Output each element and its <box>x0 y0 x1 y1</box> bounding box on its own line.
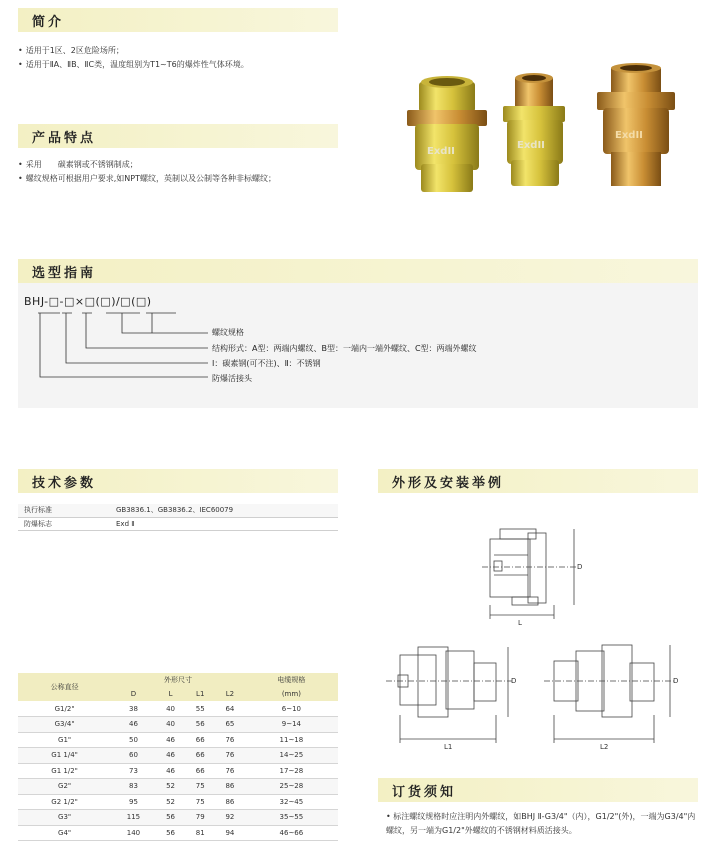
table-row <box>18 717 338 733</box>
table-cell: 46 <box>156 748 186 764</box>
features-header <box>18 124 338 148</box>
table-cell: 17~28 <box>245 763 338 779</box>
tech-key: 执行标准 <box>18 504 110 517</box>
tech-table <box>18 504 338 531</box>
col-l: L <box>156 687 186 701</box>
dim-l1: L1 <box>444 743 453 751</box>
outline-header <box>378 469 698 493</box>
table-cell: 46 <box>156 763 186 779</box>
table-row <box>18 779 338 795</box>
table-cell: 66 <box>185 732 215 748</box>
intro-list <box>18 44 249 72</box>
table-cell: 75 <box>185 779 215 795</box>
table-cell: G1 1/2" <box>18 763 111 779</box>
table-cell: 64 <box>215 701 245 717</box>
features-list <box>18 158 276 186</box>
dim-d-a: D <box>577 563 583 571</box>
table-row <box>18 794 338 810</box>
tech-value: GB3836.1、GB3836.2、IEC60079 <box>110 504 338 517</box>
col-nominal: 公称直径 <box>18 673 111 701</box>
table-cell: 60 <box>111 748 156 764</box>
table-cell: 6~10 <box>245 701 338 717</box>
tech-key: 防爆标志 <box>18 517 110 530</box>
table-cell: 75 <box>185 794 215 810</box>
table-row <box>18 504 338 517</box>
dimension-table <box>18 673 338 841</box>
intro-header <box>18 8 338 32</box>
table-cell: 83 <box>111 779 156 795</box>
table-cell: 9~14 <box>245 717 338 733</box>
fitting-2 <box>503 73 565 186</box>
tech-header <box>18 469 338 493</box>
guide-label-thread: 螺纹规格 <box>212 328 244 337</box>
order-text: 标注螺纹规格时应注明内外螺纹，如BHJ Ⅱ-G3/4"（内），G1/2"(外)，一端为G3/4"内螺纹，另一端为G1/2"外螺纹的不锈钢材料质活接头。 <box>386 812 696 835</box>
guide-header <box>18 259 698 283</box>
table-cell: 46 <box>111 717 156 733</box>
table-cell: 52 <box>156 794 186 810</box>
intro-title: 简介 <box>32 15 65 30</box>
table-cell: 140 <box>111 825 156 841</box>
outline-drawings <box>378 515 708 755</box>
table-cell: 76 <box>215 732 245 748</box>
dimension-rows <box>18 701 338 841</box>
tech-value: Exd Ⅱ <box>110 517 338 530</box>
table-row <box>18 748 338 764</box>
bullet-icon: • <box>386 812 391 821</box>
table-cell: G3/4" <box>18 717 111 733</box>
table-cell: 79 <box>185 810 215 826</box>
dim-l2: L2 <box>600 743 609 751</box>
table-cell: G1 1/4" <box>18 748 111 764</box>
table-cell: 35~55 <box>245 810 338 826</box>
table-cell: 55 <box>185 701 215 717</box>
table-row <box>18 701 338 717</box>
fitting-3 <box>597 63 675 186</box>
table-cell: 56 <box>156 810 186 826</box>
fitting-1 <box>407 76 487 192</box>
table-cell: 46~66 <box>245 825 338 841</box>
guide-label-material: Ⅰ：碳素钢(可不注)、Ⅱ：不锈钢 <box>212 359 321 368</box>
dim-l: L <box>518 619 522 627</box>
order-header <box>378 778 698 802</box>
table-cell: 56 <box>185 717 215 733</box>
table-cell: 81 <box>185 825 215 841</box>
table-cell: 76 <box>215 748 245 764</box>
product-photo <box>393 60 703 202</box>
col-mm: (mm) <box>245 687 338 701</box>
table-cell: 76 <box>215 763 245 779</box>
dim-d-c: D <box>673 677 679 685</box>
table-cell: G1/2" <box>18 701 111 717</box>
table-row <box>18 732 338 748</box>
guide-label-name: 防爆活接头 <box>212 374 252 383</box>
table-cell: 46 <box>156 732 186 748</box>
svg-text:ExdII: ExdII <box>517 140 545 151</box>
table-cell: 66 <box>185 748 215 764</box>
outline-title: 外形及安装举例 <box>392 476 505 491</box>
drawing-b <box>386 647 512 743</box>
table-cell: G4" <box>18 825 111 841</box>
table-cell: 25~28 <box>245 779 338 795</box>
table-row <box>18 810 338 826</box>
dim-d-b: D <box>511 677 517 685</box>
col-dims: 外形尺寸 <box>111 673 245 687</box>
table-cell: 40 <box>156 717 186 733</box>
table-cell: 92 <box>215 810 245 826</box>
col-cable: 电缆规格 <box>245 673 338 687</box>
table-cell: 73 <box>111 763 156 779</box>
table-row <box>18 825 338 841</box>
table-cell: 95 <box>111 794 156 810</box>
order-note <box>386 810 698 838</box>
features-title: 产品特点 <box>32 131 97 146</box>
table-cell: 86 <box>215 779 245 795</box>
table-cell: 38 <box>111 701 156 717</box>
table-cell: 86 <box>215 794 245 810</box>
photo-mark: ExdII <box>427 146 455 157</box>
model-code: BHJ-□-□×□(□)/□(□) <box>24 295 152 308</box>
drawing-c <box>544 645 674 743</box>
tech-title: 技术参数 <box>32 476 97 491</box>
table-cell: 56 <box>156 825 186 841</box>
guide-lines <box>18 283 218 383</box>
svg-text:ExdII: ExdII <box>615 130 643 141</box>
guide-title: 选型指南 <box>32 266 97 281</box>
table-cell: 11~18 <box>245 732 338 748</box>
table-cell: 94 <box>215 825 245 841</box>
intro-item-2: • 适用于ⅡA、ⅡB、ⅡC类，温度组别为T1~T6的爆炸性气体环境。 <box>18 58 249 72</box>
table-row <box>18 517 338 530</box>
table-cell: 66 <box>185 763 215 779</box>
drawing-a <box>482 529 578 619</box>
guide-label-structure: 结构形式：A型：两端内螺纹、B型：一端内一端外螺纹、C型：两端外螺纹 <box>212 344 477 353</box>
table-cell: 115 <box>111 810 156 826</box>
table-cell: 40 <box>156 701 186 717</box>
table-cell: G2" <box>18 779 111 795</box>
table-row <box>18 763 338 779</box>
table-cell: 50 <box>111 732 156 748</box>
table-cell: 65 <box>215 717 245 733</box>
col-l2: L2 <box>215 687 245 701</box>
table-cell: 14~25 <box>245 748 338 764</box>
col-l1: L1 <box>185 687 215 701</box>
table-cell: 32~45 <box>245 794 338 810</box>
order-title: 订货须知 <box>392 785 457 800</box>
features-item-1: • 采用 碳素钢或不锈钢制成； <box>18 158 276 172</box>
table-cell: G2 1/2" <box>18 794 111 810</box>
features-item-2: • 螺纹规格可根据用户要求,如NPT螺纹，英制以及公制等各种非标螺纹； <box>18 172 276 186</box>
col-d: D <box>111 687 156 701</box>
table-cell: G1" <box>18 732 111 748</box>
table-cell: 52 <box>156 779 186 795</box>
intro-item-1: • 适用于1区、2区危险场所； <box>18 44 249 58</box>
table-cell: G3" <box>18 810 111 826</box>
